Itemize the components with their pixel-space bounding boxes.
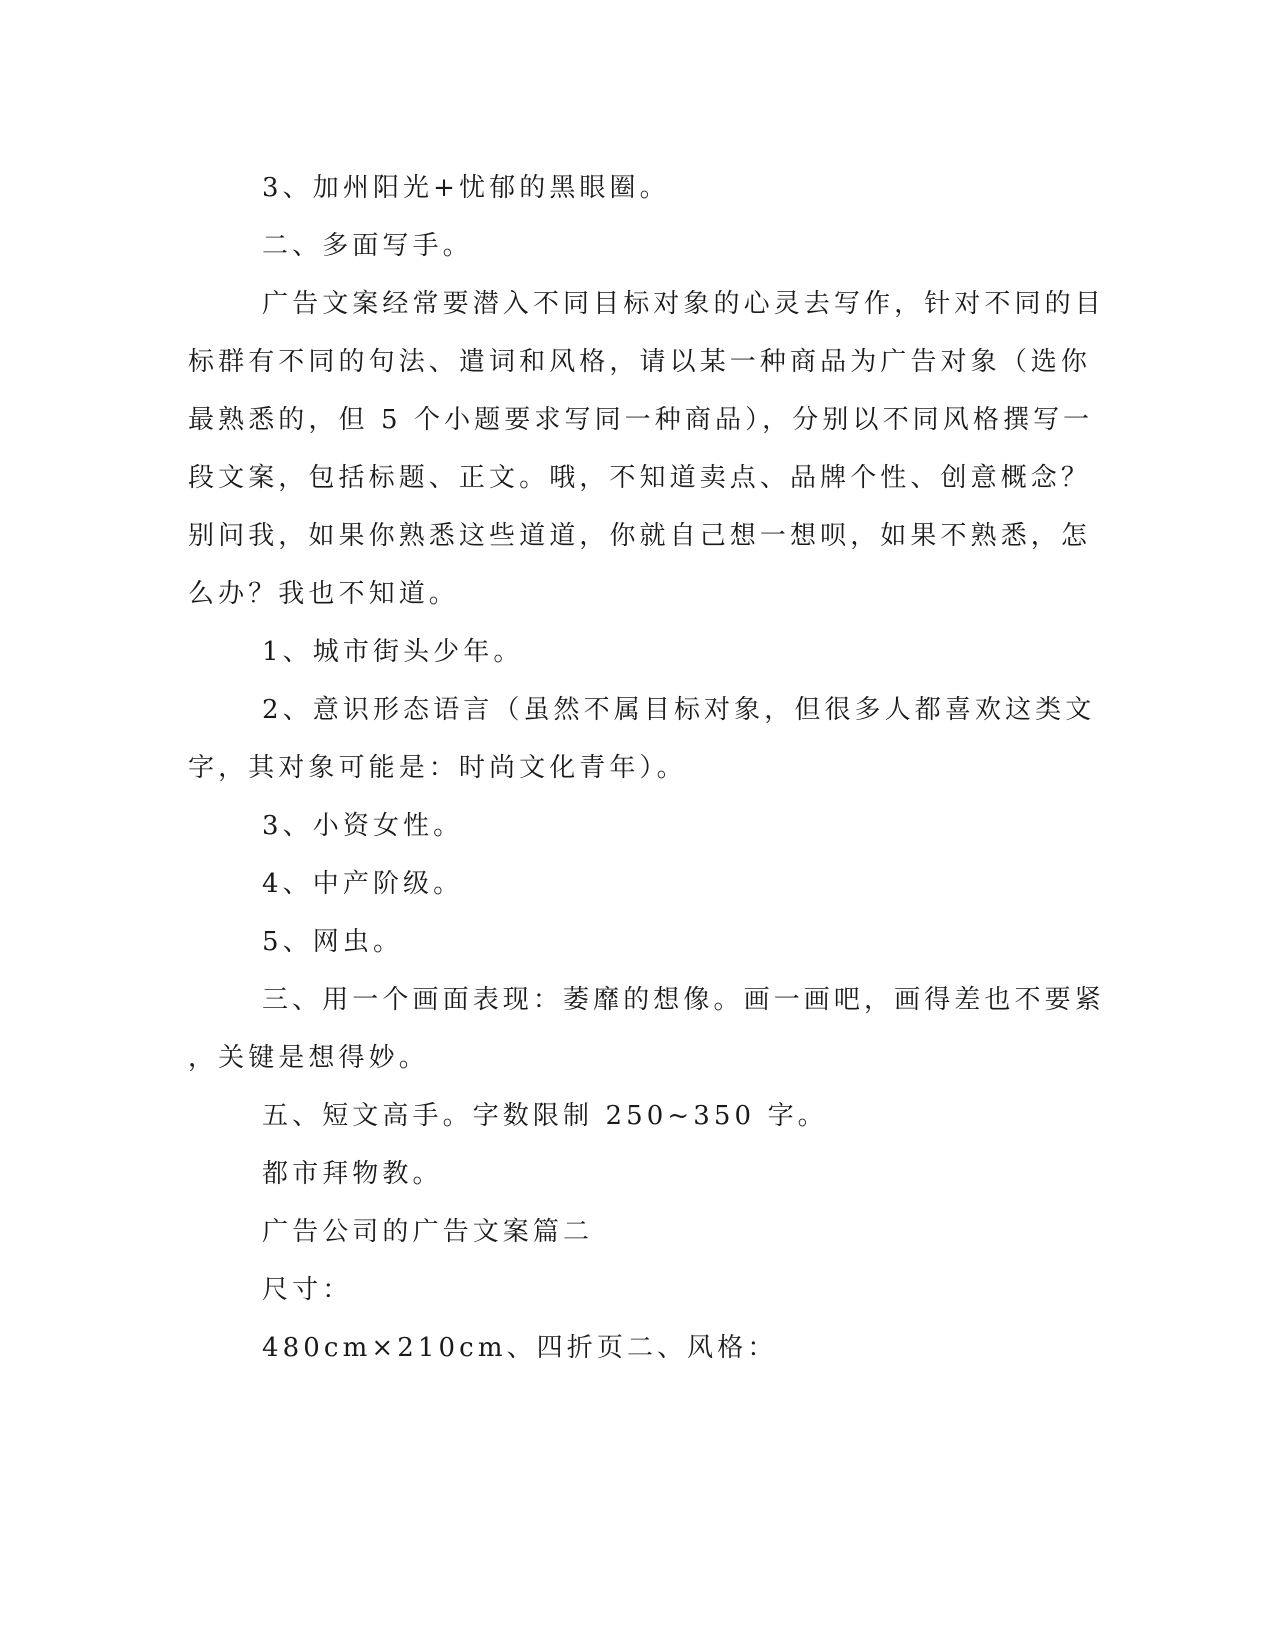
paragraph-line: 别问我，如果你熟悉这些道道，你就自己想一想呗，如果不熟悉，怎 [188, 521, 1092, 551]
paragraph-line: 尺寸： [262, 1275, 353, 1305]
list-item: 4、中产阶级。 [262, 869, 464, 899]
paragraph-line: 么办？我也不知道。 [188, 579, 459, 609]
paragraph-line: 最熟悉的，但 5 个小题要求写同一种商品），分别以不同风格撰写一 [188, 405, 1094, 435]
paragraph-line: ，关键是想得妙。 [188, 1043, 429, 1073]
list-item: 3、加州阳光+忧郁的黑眼圈。 [262, 173, 670, 203]
section-heading: 五、短文高手。字数限制 250~350 字。 [262, 1101, 828, 1131]
paragraph-line: 标群有不同的句法、遣词和风格，请以某一种商品为广告对象（选你 [188, 347, 1092, 377]
list-item: 2、意识形态语言（虽然不属目标对象，但很多人都喜欢这类文 [262, 695, 1096, 725]
list-item: 1、城市街头少年。 [262, 637, 524, 667]
paragraph-line: 字，其对象可能是：时尚文化青年）。 [188, 753, 687, 783]
section-heading: 三、用一个画面表现：萎靡的想像。画一画吧，画得差也不要紧 [262, 985, 1105, 1015]
list-item: 5、网虫。 [262, 927, 404, 957]
paragraph-line: 480cm×210cm、四折页二、风格： [262, 1333, 778, 1363]
list-item: 3、小资女性。 [262, 811, 464, 841]
section-heading: 二、多面写手。 [262, 231, 473, 261]
article-title: 广告公司的广告文案篇二 [262, 1217, 594, 1247]
paragraph-line: 都市拜物教。 [262, 1159, 443, 1189]
paragraph-line: 广告文案经常要潜入不同目标对象的心灵去写作，针对不同的目 [262, 289, 1105, 319]
paragraph-line: 段文案，包括标题、正文。哦，不知道卖点、品牌个性、创意概念？ [188, 463, 1092, 493]
